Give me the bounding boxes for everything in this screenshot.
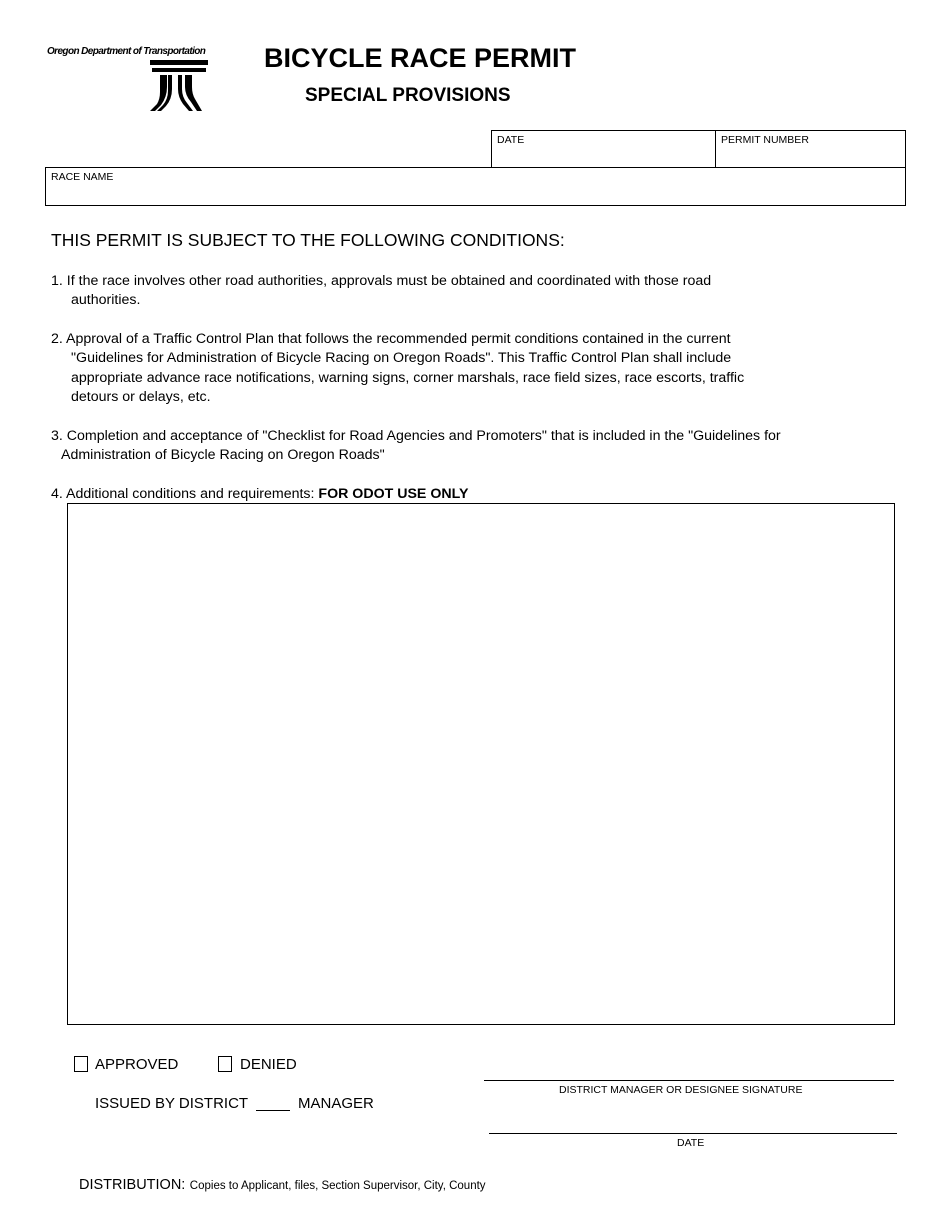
item-text: appropriate advance race notifications, warning signs, corner marshals, race field sizes, race escorts, traffic — [71, 369, 745, 386]
signature-date-label: DATE — [677, 1137, 705, 1149]
denied-checkbox[interactable] — [218, 1056, 232, 1072]
conditions-heading: THIS PERMIT IS SUBJECT TO THE FOLLOWING CONDITIONS: — [51, 230, 565, 250]
item-text: Completion and acceptance of "Checklist for Road Agencies and Promoters" that is included in the "Guidelines for — [66, 428, 781, 444]
date-field[interactable] — [491, 130, 716, 168]
form-title: BICYCLE RACE PERMIT — [264, 43, 577, 73]
date-field-label: DATE — [497, 134, 525, 146]
condition-item-4 — [51, 485, 468, 504]
manager-label: MANAGER — [298, 1095, 374, 1112]
item-text: Additional conditions and requirements: — [66, 486, 315, 502]
form-subtitle: SPECIAL PROVISIONS — [305, 85, 511, 106]
race-name-label: RACE NAME — [51, 171, 114, 183]
permit-number-label: PERMIT NUMBER — [721, 134, 809, 146]
item-text: authorities. — [71, 292, 141, 309]
condition-item-3 — [51, 427, 781, 466]
distribution-label: DISTRIBUTION: — [79, 1177, 186, 1193]
item-number: 4. — [51, 486, 63, 502]
signature-line[interactable] — [484, 1080, 894, 1081]
district-number-line[interactable] — [256, 1110, 290, 1111]
item-text: Administration of Bicycle Racing on Oregon Roads" — [61, 447, 385, 464]
agency-name: Oregon Department of Transportation — [47, 46, 206, 57]
race-name-field[interactable] — [45, 167, 906, 206]
condition-item-1 — [51, 272, 711, 311]
distribution-text: Copies to Applicant, files, Section Supervisor, City, County — [189, 1180, 486, 1192]
item-number: 1. — [51, 273, 63, 289]
item-text: If the race involves other road authorities, approvals must be obtained and coordinated with those road — [66, 273, 712, 289]
odot-use-only-label: FOR ODOT USE ONLY — [318, 486, 469, 502]
odot-logo-icon — [148, 58, 210, 112]
item-text: Approval of a Traffic Control Plan that follows the recommended permit conditions contained in the current — [66, 331, 731, 347]
approved-checkbox[interactable] — [74, 1056, 88, 1072]
permit-number-field[interactable] — [715, 130, 906, 168]
item-text: "Guidelines for Administration of Bicycle Racing on Oregon Roads". This Traffic Control Plan shall include — [71, 350, 732, 367]
approved-label: APPROVED — [95, 1056, 179, 1073]
issued-by-district-label: ISSUED BY DISTRICT — [95, 1095, 249, 1112]
condition-item-2 — [51, 330, 744, 408]
item-text: detours or delays, etc. — [71, 389, 211, 406]
distribution — [79, 1176, 486, 1194]
signature-date-line[interactable] — [489, 1133, 897, 1134]
additional-conditions-box[interactable] — [67, 503, 895, 1025]
denied-label: DENIED — [240, 1056, 297, 1073]
item-number: 3. — [51, 428, 63, 444]
signature-label: DISTRICT MANAGER OR DESIGNEE SIGNATURE — [559, 1084, 803, 1096]
item-number: 2. — [51, 331, 63, 347]
